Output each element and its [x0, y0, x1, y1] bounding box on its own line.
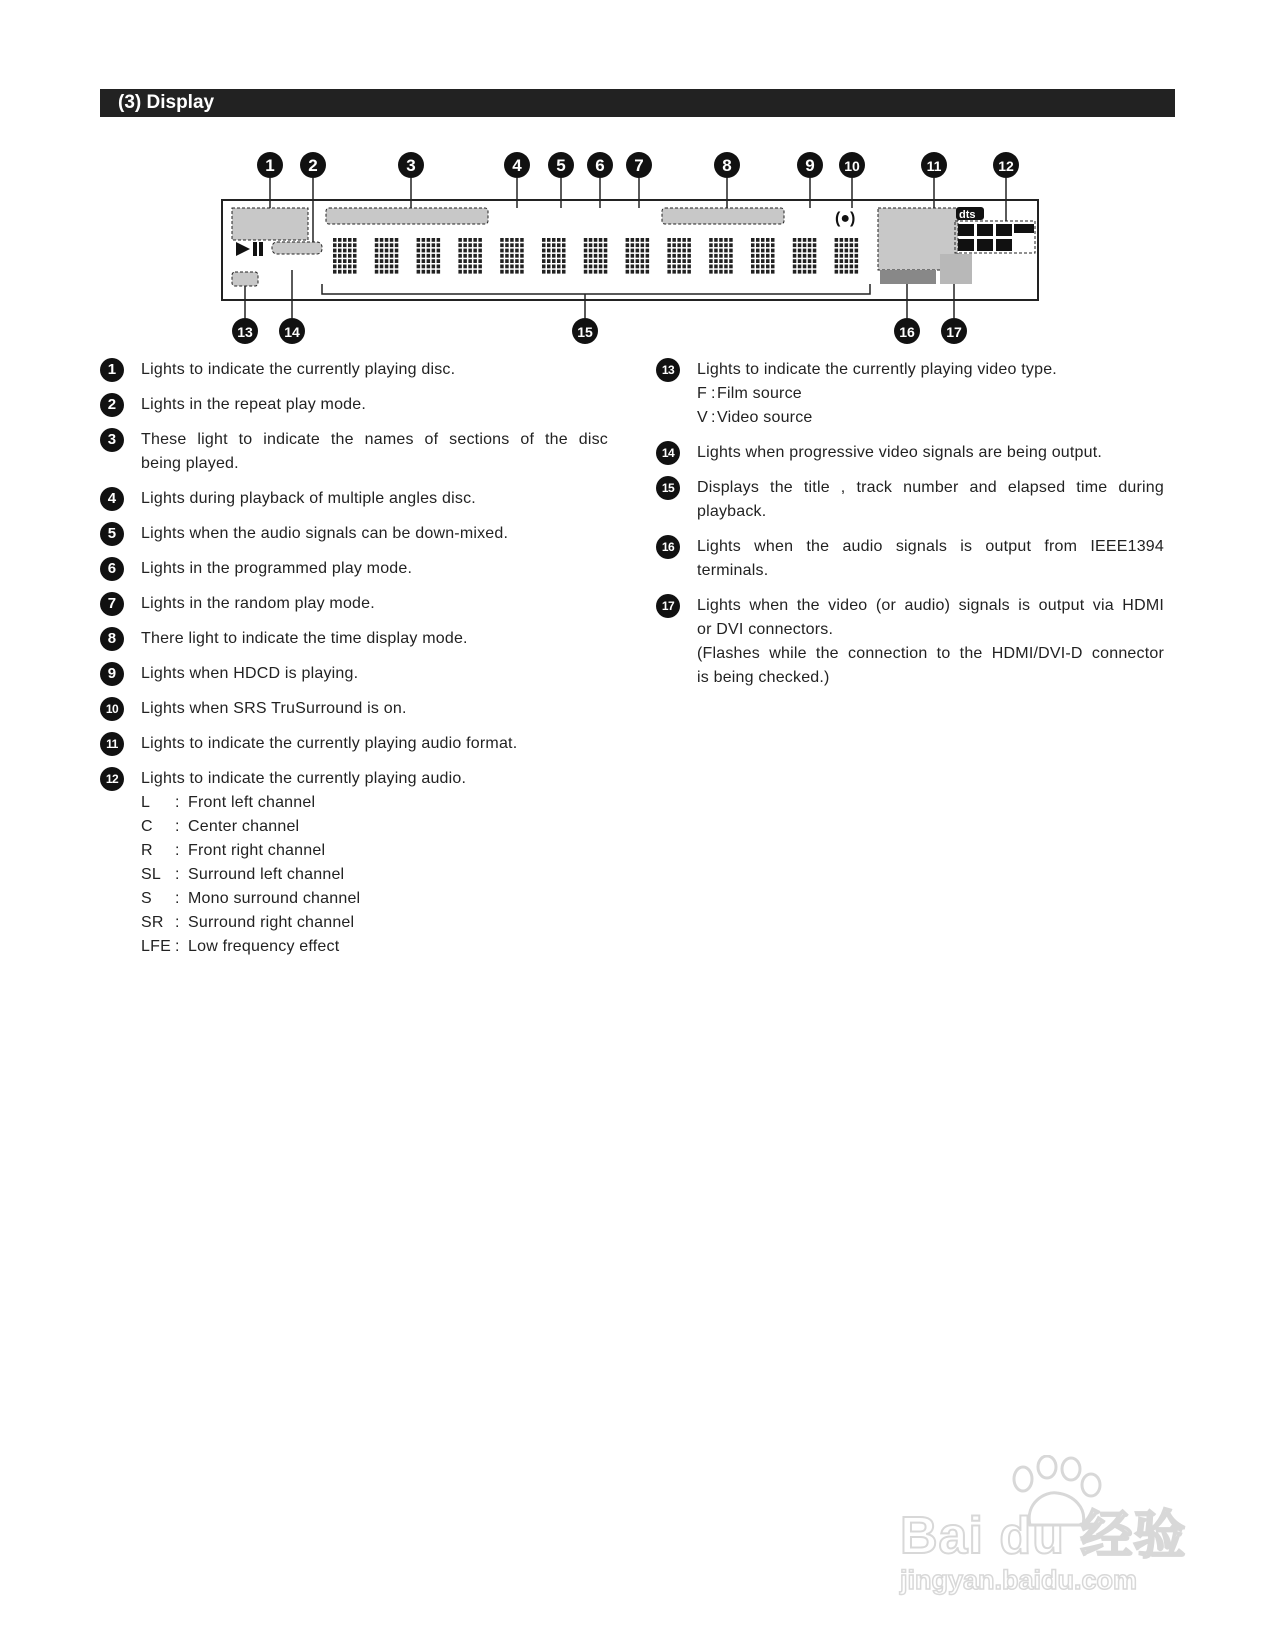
character-cell	[584, 238, 608, 274]
right-description-list	[656, 358, 1164, 701]
watermark-brand: Bai du 经验	[900, 1507, 1187, 1565]
section-names-indicator	[326, 208, 488, 224]
item-number-badge: 6	[100, 557, 124, 581]
callout-11	[921, 152, 947, 178]
separator: :	[175, 890, 180, 907]
callout-number: 2	[308, 156, 318, 175]
character-cell	[793, 238, 817, 274]
separator: :	[175, 818, 180, 835]
description-item	[100, 662, 608, 686]
item-number-badge: 5	[100, 522, 124, 546]
item-text-line: Lights when HDCD is playing.	[141, 665, 359, 682]
callout-number: 11	[926, 158, 942, 174]
code-label: SL	[141, 866, 161, 883]
srs-symbol: (●)	[835, 210, 856, 227]
callout-number: 9	[805, 156, 815, 175]
callout-5	[548, 152, 574, 178]
character-cell	[667, 238, 691, 274]
code-description: Surround right channel	[188, 914, 355, 931]
description-item	[656, 358, 1164, 430]
callout-13	[232, 318, 258, 344]
description-item	[100, 627, 608, 651]
callout-1	[257, 152, 283, 178]
item-number-badge: 4	[100, 487, 124, 511]
callout-15	[572, 318, 598, 344]
description-item	[100, 592, 608, 616]
callout-16	[894, 318, 920, 344]
channel-SR	[996, 239, 1012, 251]
item-text-line: Lights during playback of multiple angles disc.	[141, 490, 476, 507]
callout-number: 10	[844, 158, 860, 174]
video-source-row	[697, 406, 1164, 430]
character-cell	[375, 238, 399, 274]
character-cell	[709, 238, 733, 274]
callout-number: 17	[946, 324, 962, 340]
description-item	[100, 358, 608, 382]
character-cell	[417, 238, 441, 274]
callout-8	[714, 152, 740, 178]
callout-3	[398, 152, 424, 178]
item-text-line: Lights to indicate the currently playing video type.	[697, 361, 1057, 378]
code-description: Front right channel	[188, 842, 326, 859]
separator: :	[175, 842, 180, 859]
item-text-line: (Flashes while the connection to the HDMI/DVI-D connector	[697, 645, 1164, 662]
code-label: LFE	[141, 938, 171, 955]
callout-9	[797, 152, 823, 178]
code-label: R	[141, 842, 153, 859]
code-description: Mono surround channel	[188, 890, 361, 907]
left-description-list	[100, 358, 608, 970]
code-label: C	[141, 818, 153, 835]
dts-logo: dts	[959, 209, 976, 221]
callout-17	[941, 318, 967, 344]
item-text-line: or DVI connectors.	[697, 621, 834, 638]
item-text-line: There light to indicate the time display mode.	[141, 630, 468, 647]
channel-row	[141, 863, 608, 887]
item-text-line: is being checked.)	[697, 669, 830, 686]
code-label: S	[141, 890, 152, 907]
item-text-line: Lights to indicate the currently playing disc.	[141, 361, 456, 378]
channel-row	[141, 935, 608, 959]
callout-14	[279, 318, 305, 344]
code-description: Center channel	[188, 818, 300, 835]
item-number-badge: 1	[100, 358, 124, 382]
watermark-url: jingyan.baidu.com	[900, 1565, 1138, 1595]
callout-number: 14	[284, 324, 300, 340]
ieee1394-indicator	[880, 270, 936, 284]
channel-row	[141, 791, 608, 815]
channel-R	[996, 224, 1012, 236]
item-text-line: These light to indicate the names of sections of the disc	[141, 431, 608, 448]
channel-S	[977, 239, 993, 251]
description-item	[656, 441, 1164, 465]
video-source-row	[697, 382, 1164, 406]
item-number-badge: 3	[100, 428, 124, 452]
callout-number: 12	[998, 158, 1014, 174]
description-item	[100, 487, 608, 511]
callout-number: 16	[899, 324, 915, 340]
character-cell	[751, 238, 775, 274]
item-text-line: Lights to indicate the currently playing audio.	[141, 770, 467, 787]
character-display	[333, 238, 858, 274]
time-mode-indicator	[662, 208, 784, 224]
item-number-badge: 8	[100, 627, 124, 651]
code-description: Front left channel	[188, 794, 316, 811]
description-item	[656, 594, 1164, 690]
description-item	[100, 697, 608, 721]
item-text-line: Displays the title , track number and elapsed time during	[697, 479, 1164, 496]
channel-SL	[958, 239, 974, 251]
item-text-line: Lights when progressive video signals are being output.	[697, 444, 1103, 461]
code-label: SR	[141, 914, 164, 931]
callout-6	[587, 152, 613, 178]
character-cell	[458, 238, 482, 274]
callout-number: 4	[512, 156, 522, 175]
character-cell	[835, 238, 859, 274]
callout-number: 13	[237, 324, 253, 340]
callout-number: 7	[634, 156, 644, 175]
callout-number: 1	[265, 156, 275, 175]
character-display-bracket	[322, 284, 870, 294]
separator: :	[711, 385, 716, 402]
description-item	[100, 557, 608, 581]
callout-10	[839, 152, 865, 178]
baidu-watermark	[900, 1455, 1200, 1605]
code-label: V	[697, 409, 708, 426]
item-text-line: playback.	[697, 503, 767, 520]
callout-number: 6	[595, 156, 605, 175]
channel-LFE	[1014, 224, 1034, 233]
item-number-badge: 10	[100, 697, 124, 721]
item-number-badge: 14	[656, 441, 680, 465]
item-text-line: Lights when the video (or audio) signals is output via HDMI	[697, 597, 1164, 614]
hdmi-indicator	[940, 254, 972, 284]
callout-number: 5	[556, 156, 566, 175]
play-icon	[236, 242, 250, 256]
code-label: L	[141, 794, 151, 811]
channel-row	[141, 887, 608, 911]
channel-C	[977, 224, 993, 236]
section-title: (3) Display	[118, 92, 215, 113]
code-label: F	[697, 385, 707, 402]
channel-row	[141, 839, 608, 863]
item-number-badge: 15	[656, 476, 680, 500]
channel-row	[141, 911, 608, 935]
item-text-line: Lights in the programmed play mode.	[141, 560, 413, 577]
item-text-line: Lights when the audio signals is output from IEEE1394	[697, 538, 1164, 555]
item-text-line: being played.	[141, 455, 239, 472]
callout-number: 15	[577, 324, 593, 340]
item-text-line: Lights when the audio signals can be down-mixed.	[141, 525, 509, 542]
callout-number: 8	[722, 156, 732, 175]
item-number-badge: 11	[100, 732, 124, 756]
description-item	[100, 732, 608, 756]
display-panel-diagram	[0, 0, 1275, 360]
separator: :	[175, 914, 180, 931]
separator: :	[711, 409, 716, 426]
channel-row	[141, 815, 608, 839]
code-description: Low frequency effect	[188, 938, 340, 955]
callout-number: 3	[406, 156, 416, 175]
pause-icon-bar1	[253, 242, 257, 256]
item-text-line: Lights to indicate the currently playing audio format.	[141, 735, 518, 752]
description-item	[100, 393, 608, 417]
character-cell	[626, 238, 650, 274]
separator: :	[175, 794, 180, 811]
separator: :	[175, 938, 180, 955]
description-item	[100, 522, 608, 546]
item-number-badge: 9	[100, 662, 124, 686]
code-description: Film source	[717, 385, 802, 402]
disc-indicator	[232, 208, 308, 240]
description-item	[100, 428, 608, 476]
video-type-indicator	[232, 272, 258, 286]
item-number-badge: 12	[100, 767, 124, 791]
code-description: Surround left channel	[188, 866, 345, 883]
item-text-line: Lights when SRS TruSurround is on.	[141, 700, 407, 717]
callouts-bottom	[232, 318, 967, 344]
item-number-badge: 16	[656, 535, 680, 559]
description-item	[656, 535, 1164, 583]
callout-2	[300, 152, 326, 178]
character-cell	[542, 238, 566, 274]
callout-4	[504, 152, 530, 178]
callout-7	[626, 152, 652, 178]
pause-icon-bar2	[259, 242, 263, 256]
repeat-indicator	[272, 242, 322, 254]
code-description: Video source	[717, 409, 813, 426]
character-cell	[500, 238, 524, 274]
item-text-line: terminals.	[697, 562, 769, 579]
item-number-badge: 17	[656, 594, 680, 618]
description-item	[656, 476, 1164, 524]
channel-L	[958, 224, 974, 236]
item-number-badge: 13	[656, 358, 680, 382]
item-number-badge: 7	[100, 592, 124, 616]
description-item	[100, 767, 608, 959]
separator: :	[175, 866, 180, 883]
character-cell	[333, 238, 357, 274]
callouts-top	[257, 152, 1019, 178]
item-number-badge: 2	[100, 393, 124, 417]
item-text-line: Lights in the repeat play mode.	[141, 396, 367, 413]
item-text-line: Lights in the random play mode.	[141, 595, 375, 612]
callout-12	[993, 152, 1019, 178]
